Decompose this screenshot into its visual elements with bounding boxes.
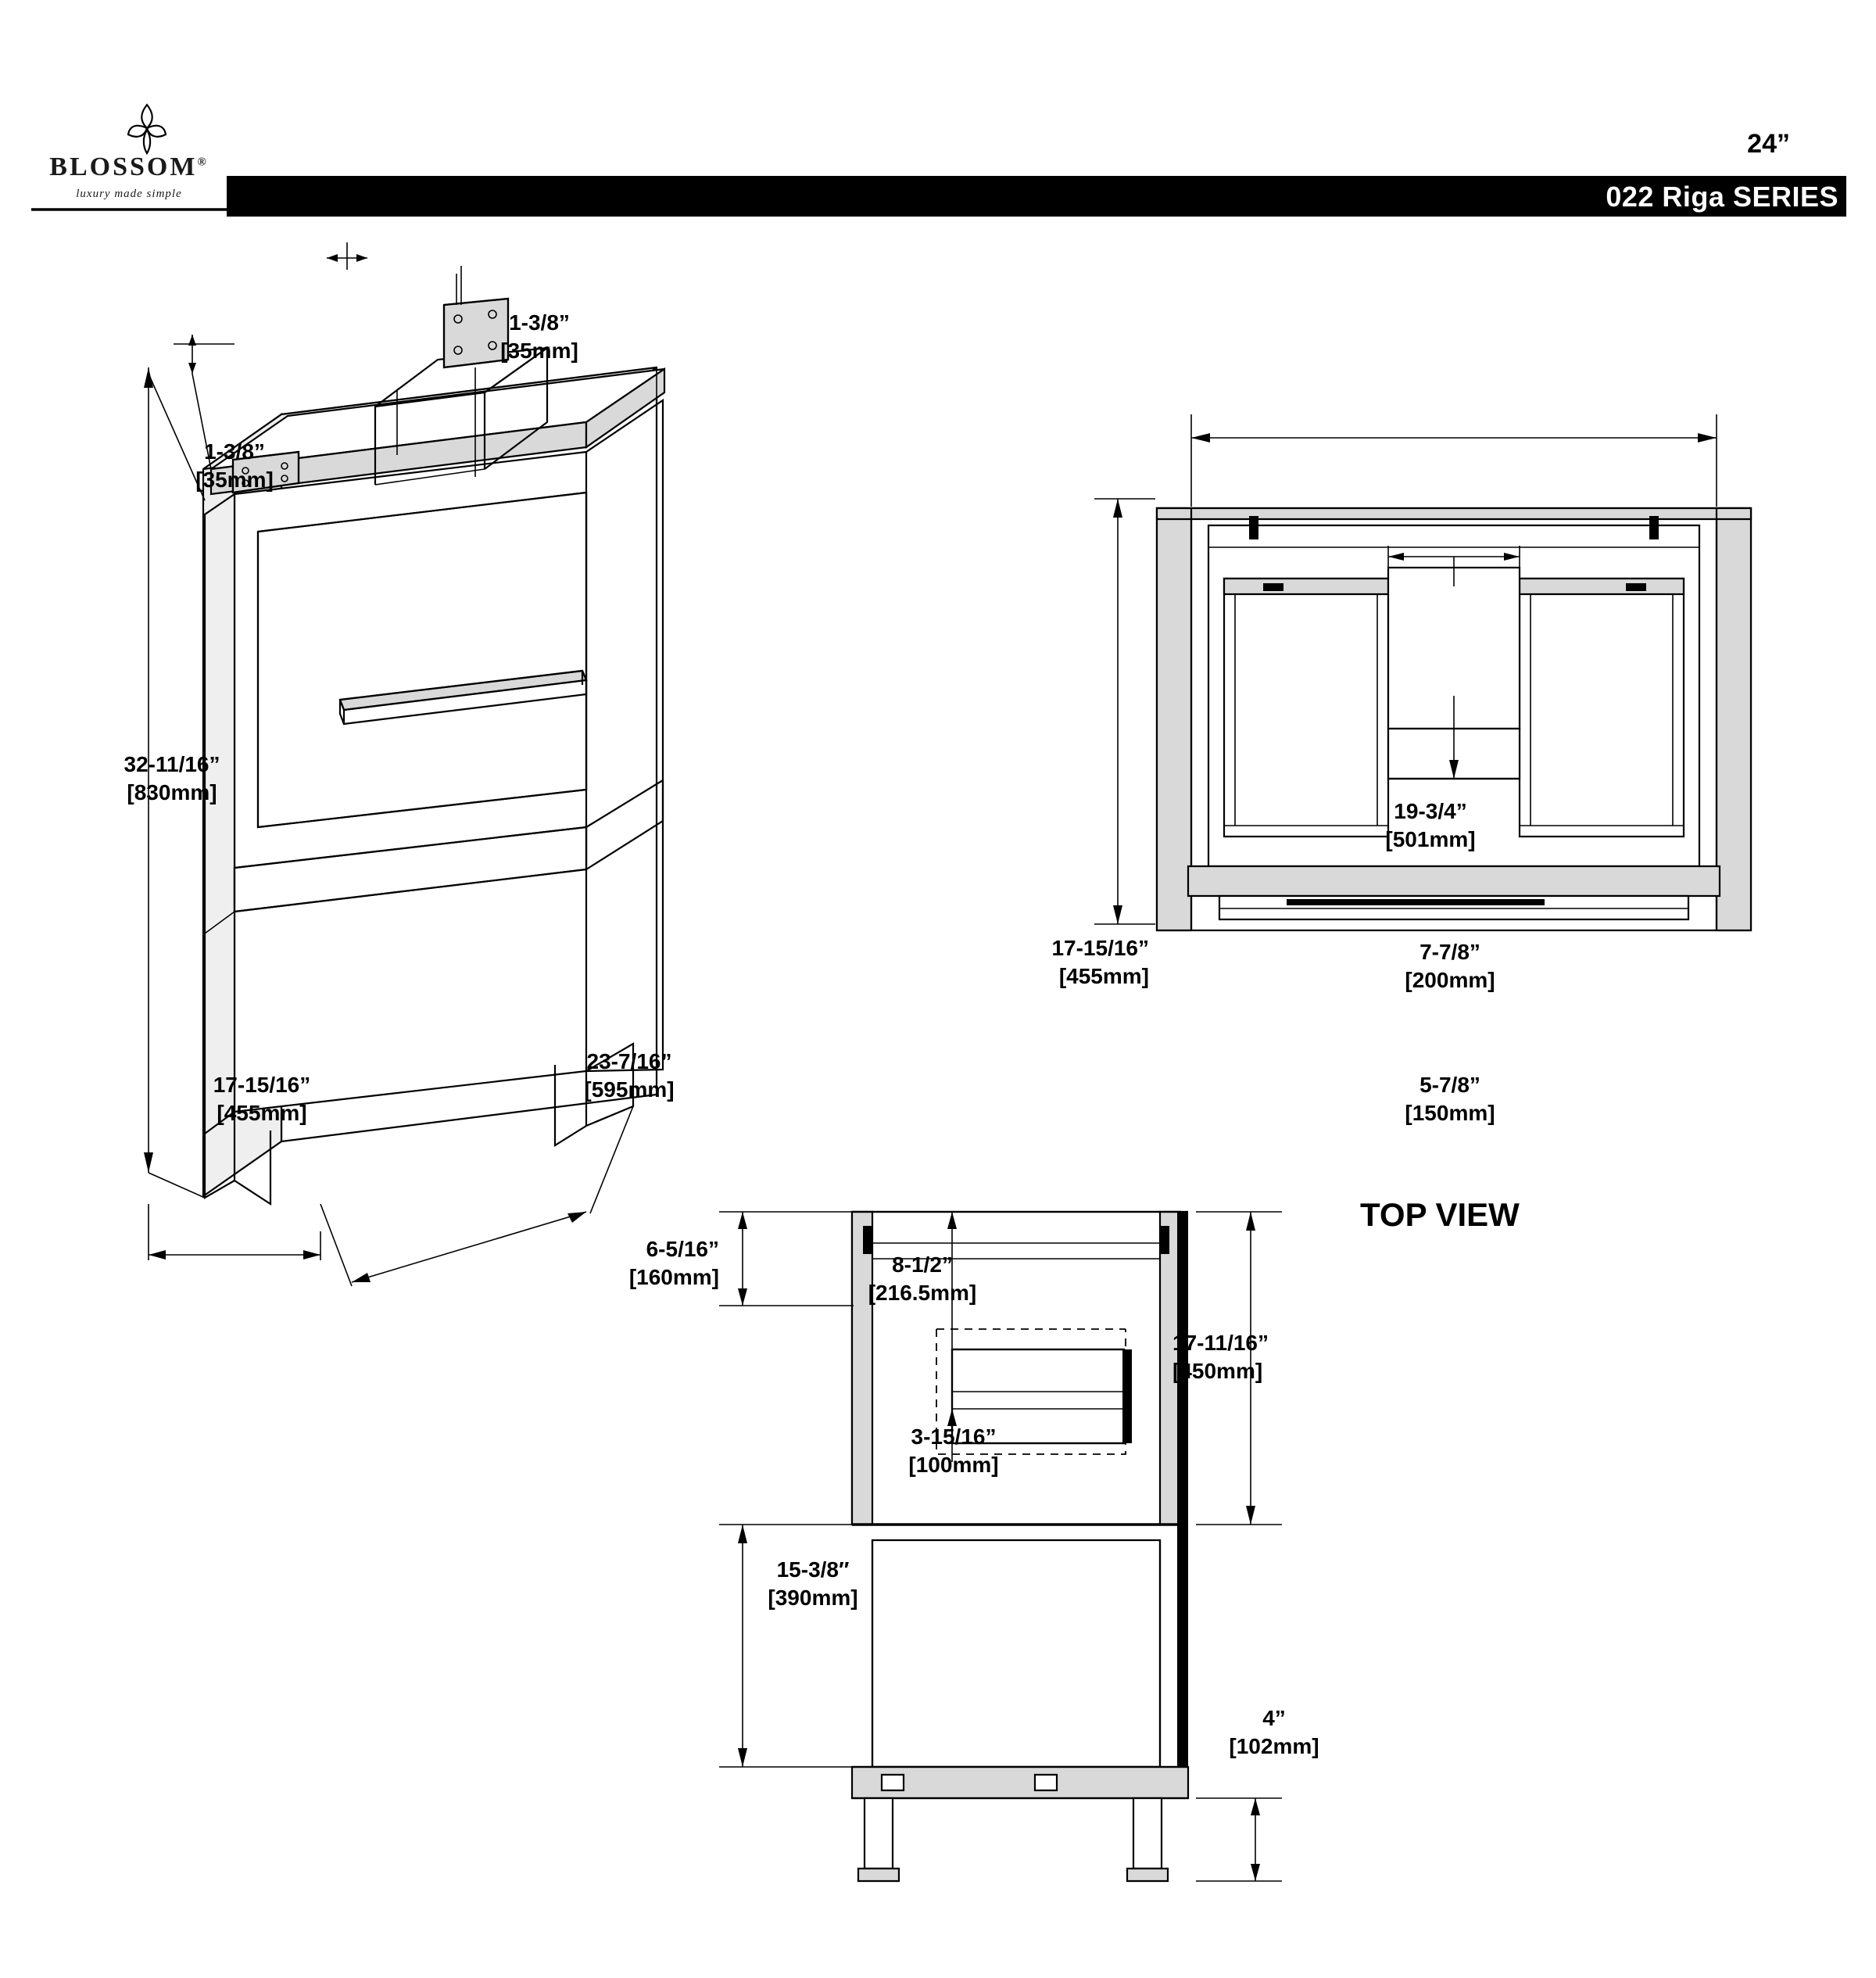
dim-value-metric: [830mm] <box>127 780 217 804</box>
dim-value-metric: [150mm] <box>1405 1101 1495 1125</box>
dim-value-metric: [216.5mm] <box>868 1281 977 1305</box>
dim-value-imperial: 17-15/16” <box>213 1073 311 1097</box>
dim-value-metric: [450mm] <box>1172 1359 1263 1383</box>
dim-value-imperial: 15-3/8″ <box>776 1557 850 1582</box>
side-dim-drain-offset <box>821 1251 1024 1307</box>
dim-value-metric: [35mm] <box>195 468 274 492</box>
dim-value-imperial: 19-3/4” <box>1394 799 1467 823</box>
top-dim-inner-width <box>1329 797 1532 854</box>
iso-dim-overall-width <box>532 1048 727 1104</box>
top-dim-depth <box>977 934 1149 991</box>
dim-value-imperial: 23-7/16” <box>586 1049 672 1073</box>
dim-value-imperial: 3-15/16” <box>911 1424 997 1449</box>
dim-value-imperial: 17-15/16” <box>1051 936 1149 960</box>
side-dim-base-height <box>719 1556 907 1612</box>
top-view-label: TOP VIEW <box>1360 1196 1520 1233</box>
dim-value-metric: [595mm] <box>584 1077 675 1102</box>
series-label: 022 Riga SERIES <box>1606 181 1838 213</box>
dim-value-imperial: 7-7/8” <box>1420 940 1480 964</box>
dim-value-imperial: 8-1/2” <box>892 1252 953 1277</box>
top-dim-cutout-offset <box>1360 1071 1540 1127</box>
dim-value-imperial: 1-3/8” <box>509 310 570 335</box>
dim-value-metric: [200mm] <box>1405 968 1495 992</box>
dim-value-imperial: 1-3/8” <box>204 439 265 464</box>
dim-value-metric: [35mm] <box>500 339 578 363</box>
top-view-drawing <box>1110 461 1876 1009</box>
dim-value-metric: [102mm] <box>1229 1734 1319 1758</box>
side-dim-leg-height <box>1188 1704 1360 1761</box>
dim-value-imperial: 5-7/8” <box>1420 1073 1480 1097</box>
header-underline <box>0 0 1876 235</box>
dim-value-imperial: 4” <box>1262 1706 1286 1730</box>
dim-value-imperial: 32-11/16” <box>124 752 220 776</box>
brand-name-text: BLOSSOM <box>49 152 198 181</box>
iso-dim-overall-depth <box>164 1071 360 1127</box>
dim-value-metric: [390mm] <box>768 1586 858 1610</box>
brand-tagline: luxury made simple <box>76 188 182 200</box>
dim-value-metric: [160mm] <box>628 1265 719 1289</box>
product-size-label: 24” <box>1747 129 1790 159</box>
iso-dim-top-thickness <box>453 309 625 365</box>
dim-value-imperial: 6-5/16” <box>646 1237 719 1261</box>
side-dim-cabinet-depth <box>1172 1329 1376 1385</box>
side-dim-top-drop <box>547 1235 719 1292</box>
dim-value-metric: [455mm] <box>1058 964 1149 988</box>
dim-value-metric: [501mm] <box>1385 827 1476 851</box>
registered-mark: ® <box>197 156 209 169</box>
dim-value-metric: [455mm] <box>217 1101 307 1125</box>
top-dim-cutout-width <box>1360 938 1540 994</box>
dim-value-metric: [100mm] <box>908 1453 999 1477</box>
page-header <box>0 0 1876 235</box>
side-dim-drain-height <box>852 1423 1055 1479</box>
iso-dim-side-thickness <box>149 438 320 494</box>
iso-dim-overall-height <box>78 751 266 807</box>
dim-value-imperial: 17-11/16” <box>1172 1331 1269 1355</box>
